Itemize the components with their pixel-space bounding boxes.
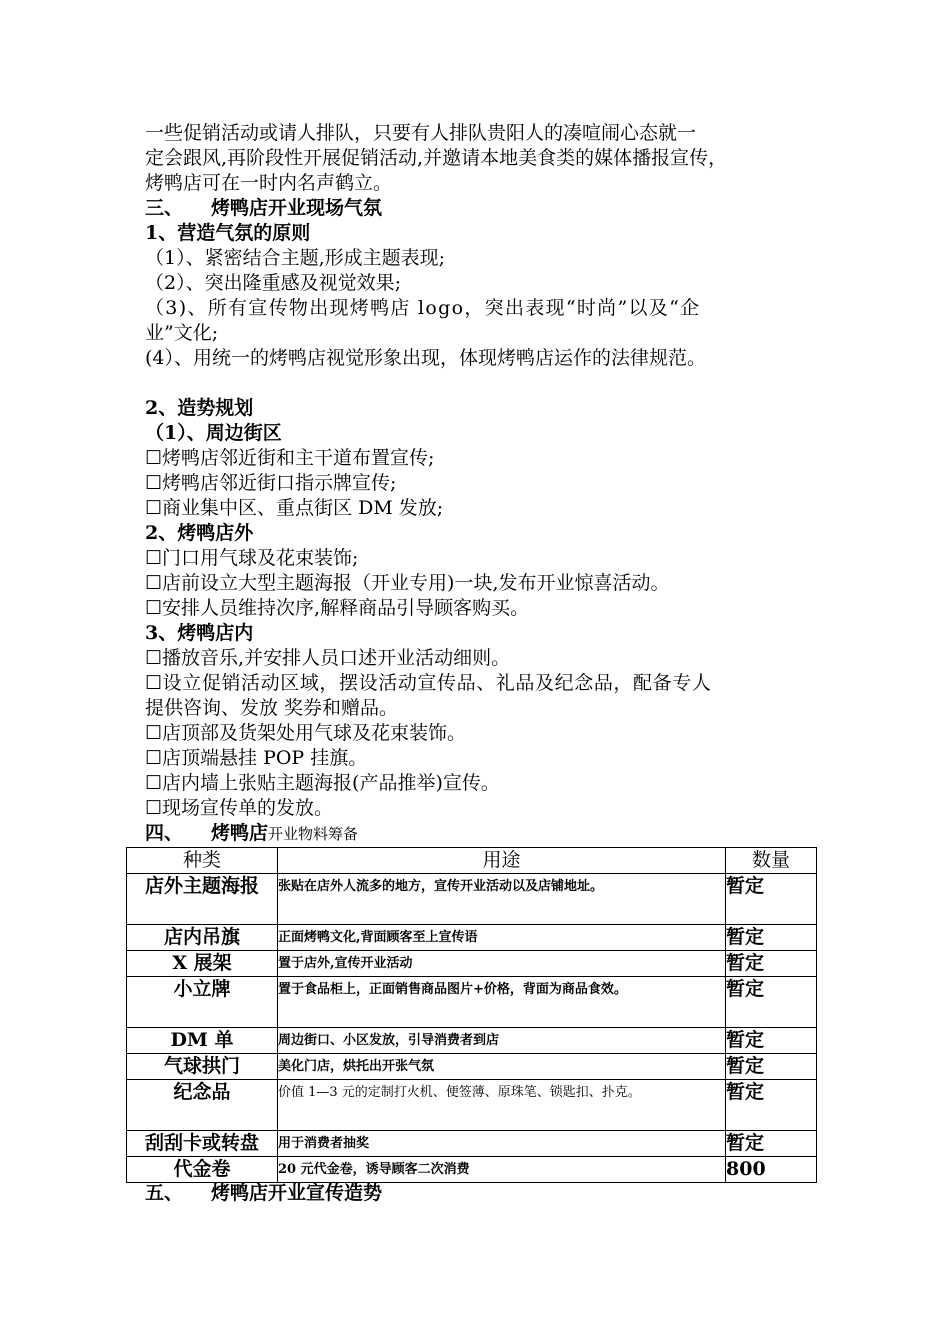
cell-kind: 纪念品 [127,1080,278,1131]
cell-use: 张贴在店外人流多的地方，宣传开业活动以及店铺地址。 [278,874,726,925]
checklist-item: ☐门口用气球及花束装饰; [145,547,359,569]
table-row [127,1028,817,1054]
table-row [127,1157,817,1183]
section-number: 五、 [145,1182,184,1204]
cell-kind: 代金卷 [127,1157,278,1183]
principle-item: （2）、突出隆重感及视觉效果; [145,272,401,294]
subheading-outside: 2、烤鸭店外 [145,522,254,544]
cell-kind: X 展架 [127,951,278,977]
checklist-item: ☐设立促销活动区域，摆设活动宣传品、礼品及纪念品，配备专人 [145,672,712,694]
principle-item: （3)、所有宣传物出现烤鸭店 logo，突出表现“时尚”以及“企 [145,297,701,319]
section-title-small: 开业物料筹备 [268,825,359,843]
section-number: 三、 [145,197,184,219]
cell-quantity: 暂定 [726,951,817,977]
section-title: 烤鸭店开业现场气氛 [211,197,383,219]
section-5-heading [145,1181,382,1206]
checklist-item: ☐商业集中区、重点街区 DM 发放; [145,497,444,519]
cell-kind: 店外主题海报 [127,874,278,925]
table-row [127,1131,817,1157]
cell-kind: 店内吊旗 [127,925,278,951]
cell-quantity: 暂定 [726,1080,817,1131]
cell-quantity: 暂定 [726,977,817,1028]
checklist-item: ☐安排人员维持次序,解释商品引导顾客购买。 [145,597,530,619]
table-row [127,1054,817,1080]
subheading-surroundings: （1）、周边街区 [145,422,282,444]
intro-line: 一些促销活动或请人排队，只要有人排队贵阳人的凑喧闹心态就一 [145,122,697,144]
cell-quantity: 暂定 [726,1131,817,1157]
cell-use: 用于消费者抽奖 [278,1131,726,1157]
header-quantity: 数量 [726,848,817,874]
intro-line: 定会跟风,再阶段性开展促销活动,并邀请本地美食类的媒体播报宣传， [145,147,728,169]
cell-quantity: 暂定 [726,874,817,925]
cell-use: 正面烤鸭文化,背面顾客至上宣传语 [278,925,726,951]
subheading-plan: 2、造势规划 [145,397,254,419]
checklist-item: ☐现场宣传单的发放。 [145,797,334,819]
cell-quantity: 800 [726,1157,817,1183]
table-row [127,1080,817,1131]
section-4-heading [145,821,835,847]
table-header-row [127,848,817,874]
cell-use: 美化门店，烘托出开张气氛 [278,1054,726,1080]
subheading-inside: 3、烤鸭店内 [145,622,254,644]
table-row [127,977,817,1028]
section-title: 烤鸭店 [211,822,269,844]
checklist-item: ☐店顶部及货架处用气球及花束装饰。 [145,722,467,744]
checklist-item: ☐店内墙上张贴主题海报(产品推举)宣传。 [145,772,500,794]
section-3-heading [145,196,835,221]
cell-quantity: 暂定 [726,1028,817,1054]
checklist-item: ☐烤鸭店邻近街和主干道布置宣传; [145,447,435,469]
cell-kind: 气球拱门 [127,1054,278,1080]
header-use: 用途 [278,848,726,874]
cell-kind: 刮刮卡或转盘 [127,1131,278,1157]
document-body [145,121,835,847]
cell-use: 置于食品柜上，正面销售商品图片+价格，背面为商品食效。 [278,977,726,1028]
blank-line [145,371,835,396]
cell-use: 置于店外,宣传开业活动 [278,951,726,977]
cell-quantity: 暂定 [726,925,817,951]
cell-use: 20 元代金卷，诱导顾客二次消费 [278,1157,726,1183]
section-number: 四、 [145,822,184,844]
checklist-item: ☐店前设立大型主题海报（开业专用)一块,发布开业惊喜活动。 [145,572,670,594]
table-row [127,874,817,925]
cell-use: 价值 1—3 元的定制打火机、便签薄、原珠笔、锁匙扣、扑克。 [278,1080,726,1131]
table-row [127,951,817,977]
checklist-item: ☐店顶端悬挂 POP 挂旗。 [145,747,368,769]
cell-kind: DM 单 [127,1028,278,1054]
subheading-principles: 1、营造气氛的原则 [145,222,311,244]
header-kind: 种类 [127,848,278,874]
intro-line: 烤鸭店可在一时内名声鹤立。 [145,172,393,194]
section-title: 烤鸭店开业宣传造势 [211,1182,383,1204]
principle-item: （1）、紧密结合主题,形成主题表现; [145,247,446,269]
principle-item: (4）、用统一的烤鸭店视觉形象出现，体现烤鸭店运作的法律规范。 [145,347,707,369]
materials-table [126,847,817,1183]
principle-item: 业”文化; [145,322,219,344]
cell-quantity: 暂定 [726,1054,817,1080]
checklist-item: ☐播放音乐,并安排人员口述开业活动细则。 [145,647,511,669]
table-row [127,925,817,951]
cell-kind: 小立牌 [127,977,278,1028]
cell-use: 周边街口、小区发放，引导消费者到店 [278,1028,726,1054]
checklist-item: 提供咨询、发放 奖券和赠品。 [145,697,399,719]
checklist-item: ☐烤鸭店邻近街口指示牌宣传; [145,472,397,494]
